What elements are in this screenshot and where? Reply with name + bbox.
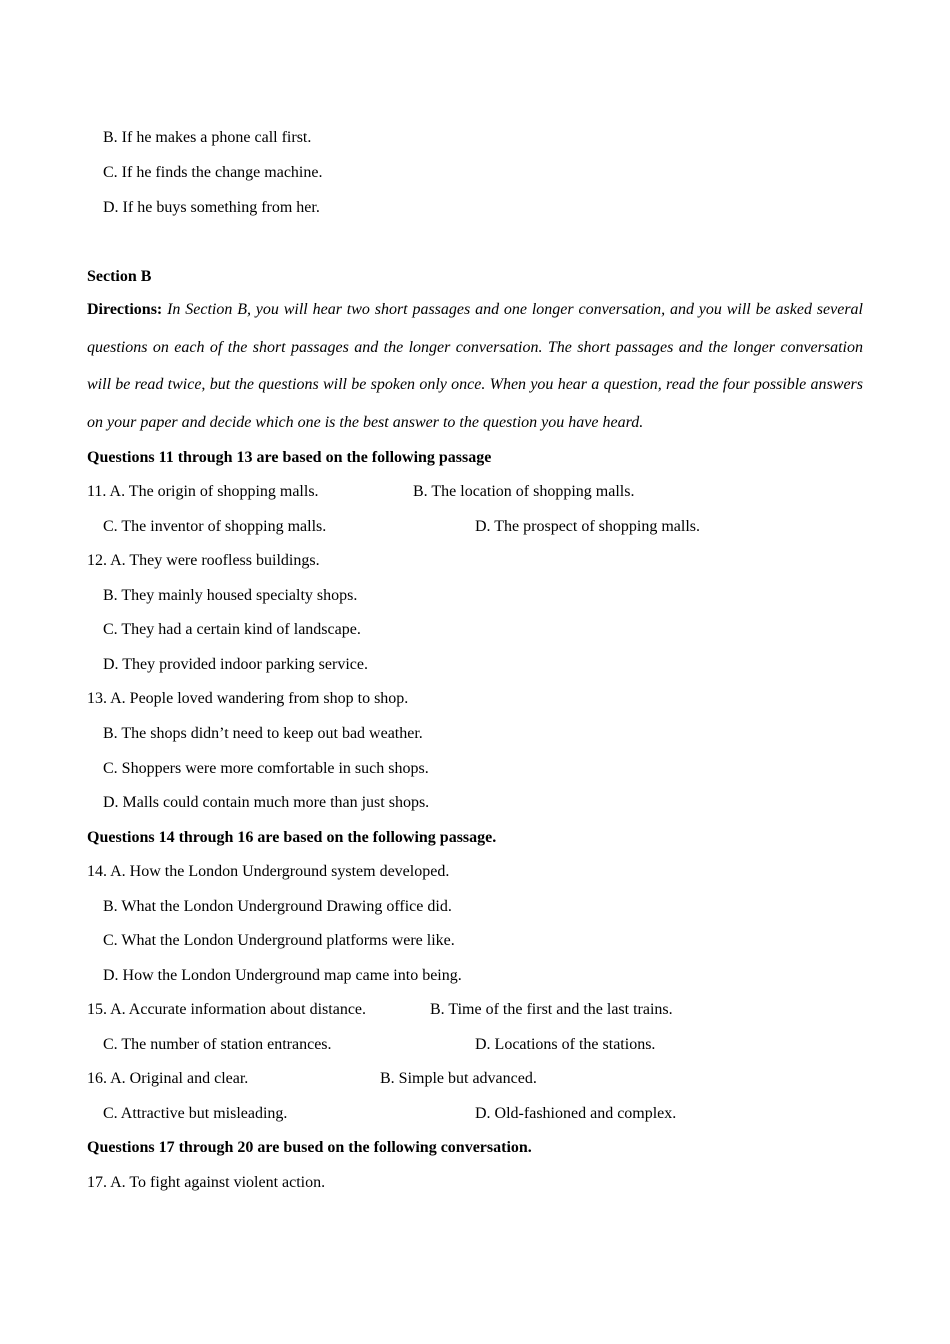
group-heading-17-20: Questions 17 through 20 are bused on the following conversation.	[87, 1139, 532, 1156]
q14-option-c: C. What the London Underground platforms were like.	[103, 932, 455, 949]
q13-option-c: C. Shoppers were more comfortable in such shops.	[103, 760, 429, 777]
option-c: C. If he finds the change machine.	[103, 164, 323, 181]
q16-option-a: 16. A. Original and clear.	[87, 1070, 249, 1087]
q12-option-d: D. They provided indoor parking service.	[103, 656, 368, 673]
q11-option-d: D. The prospect of shopping malls.	[475, 518, 701, 535]
q11-option-c: C. The inventor of shopping malls.	[103, 518, 327, 535]
q16-option-c: C. Attractive but misleading.	[103, 1105, 288, 1122]
q11-option-a: 11. A. The origin of shopping malls.	[87, 483, 319, 500]
q14-option-d: D. How the London Underground map came into being.	[103, 967, 462, 984]
q14-option-a: 14. A. How the London Underground system developed.	[87, 863, 450, 880]
q15-option-c: C. The number of station entrances.	[103, 1036, 332, 1053]
q15-option-b: B. Time of the first and the last trains.	[430, 1001, 673, 1018]
section-title: Section B	[87, 268, 152, 285]
group-heading-11-13: Questions 11 through 13 are based on the following passage	[87, 449, 492, 466]
q17-option-a: 17. A. To fight against violent action.	[87, 1174, 326, 1191]
directions-paragraph	[87, 291, 863, 441]
q16-option-d: D. Old-fashioned and complex.	[475, 1105, 677, 1122]
directions-text: In Section B, you will hear two short passages and one longer conversation, and you will be asked several questions on each of the short passages and the longer conversation. The short passages and the longer conversation will be read twice, but the questions will be spoken only once. When you hear a question, read the four possible answers on your paper and decide which one is the best answer to the question you have heard.	[87, 301, 864, 431]
q14-option-b: B. What the London Underground Drawing office did.	[103, 898, 452, 915]
option-d: D. If he buys something from her.	[103, 199, 320, 216]
q15-option-d: D. Locations of the stations.	[475, 1036, 656, 1053]
q16-option-b: B. Simple but advanced.	[380, 1070, 537, 1087]
q11-option-b: B. The location of shopping malls.	[413, 483, 635, 500]
q13-option-d: D. Malls could contain much more than just shops.	[103, 794, 430, 811]
q15-option-a: 15. A. Accurate information about distance.	[87, 1001, 367, 1018]
q13-option-b: B. The shops didn’t need to keep out bad weather.	[103, 725, 423, 742]
directions-label: Directions:	[87, 301, 163, 318]
q12-option-a: 12. A. They were roofless buildings.	[87, 552, 320, 569]
q12-option-b: B. They mainly housed specialty shops.	[103, 587, 358, 604]
q13-option-a: 13. A. People loved wandering from shop to shop.	[87, 690, 409, 707]
option-b: B. If he makes a phone call first.	[103, 129, 312, 146]
q12-option-c: C. They had a certain kind of landscape.	[103, 621, 361, 638]
group-heading-14-16: Questions 14 through 16 are based on the following passage.	[87, 829, 497, 846]
